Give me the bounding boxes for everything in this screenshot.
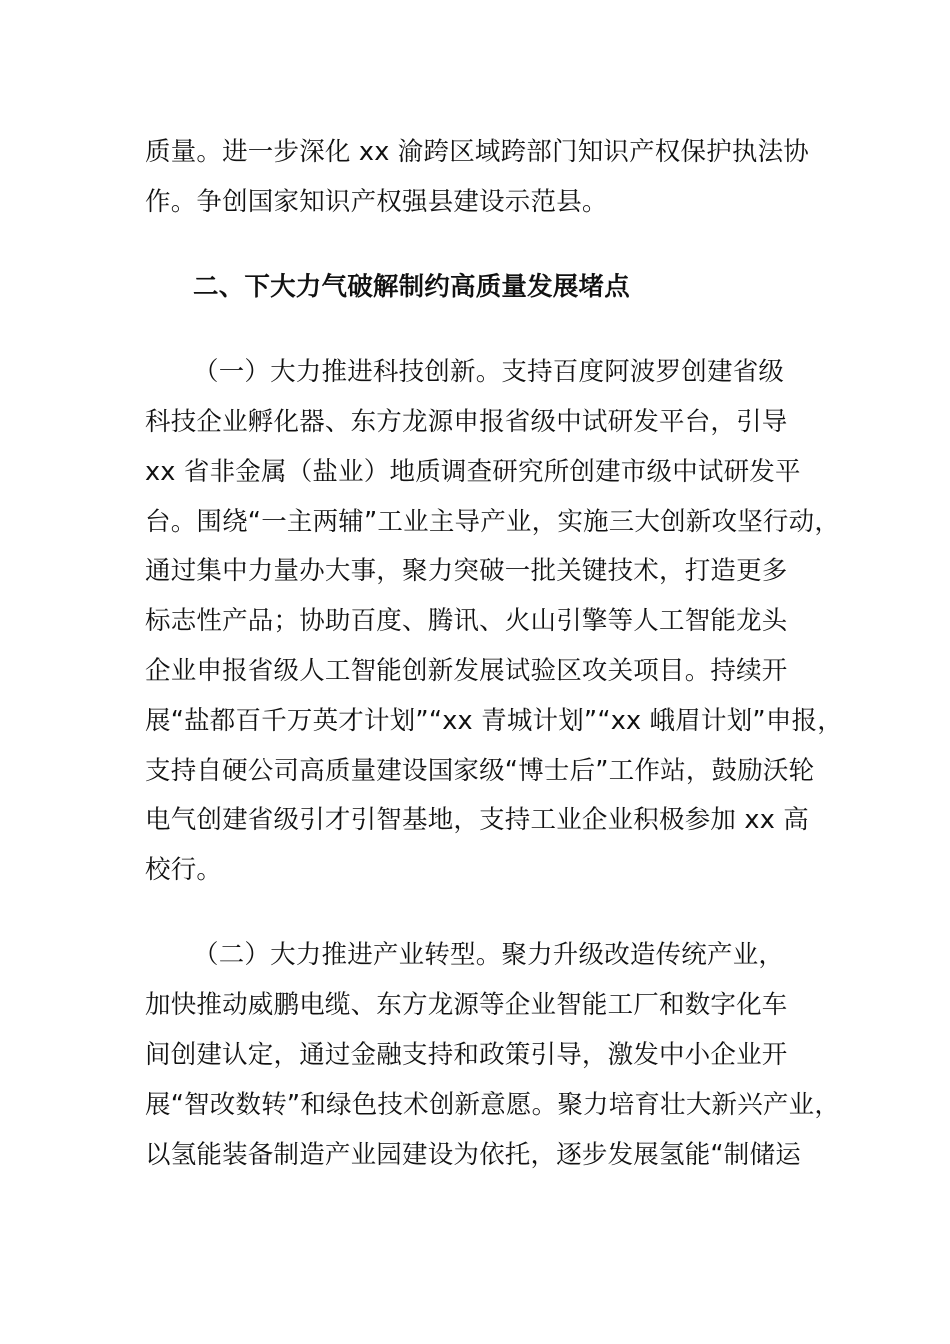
text-line: 台。围绕“一主两辅”工业主导产业，实施三大创新攻坚行动， [145, 507, 841, 537]
text-line: 科技企业孵化器、东方龙源申报省级中试研发平台，引导 [145, 407, 788, 437]
text-line: 支持自硬公司高质量建设国家级“博士后”工作站，鼓励沃轮 [145, 756, 815, 786]
section-heading: 二、下大力气破解制约高质量发展堵点 [193, 272, 630, 302]
text-line: 加快推动威鹏电缆、东方龙源等企业智能工厂和数字化车 [145, 990, 788, 1020]
text-line: 质量。进一步深化 xx 渝跨区域跨部门知识产权保护执法协 [145, 137, 809, 167]
text-line: 通过集中力量办大事，聚力突破一批关键技术，打造更多 [145, 556, 788, 586]
text-line: 企业申报省级人工智能创新发展试验区攻关项目。持续开 [145, 656, 788, 686]
text-line: 校行。 [145, 855, 223, 885]
text-line: 展“盐都百千万英才计划”“xx 青城计划”“xx 峨眉计划”申报， [145, 706, 843, 736]
text-line: 作。争创国家知识产权强县建设示范县。 [145, 187, 608, 217]
text-line: 以氢能装备制造产业园建设为依托，逐步发展氢能“制储运 [145, 1140, 801, 1170]
text-line: （一）大力推进科技创新。支持百度阿波罗创建省级 [193, 357, 785, 387]
text-line: 间创建认定，通过金融支持和政策引导，激发中小企业开 [145, 1040, 788, 1070]
text-line: （二）大力推进产业转型。聚力升级改造传统产业， [193, 940, 785, 970]
text-line: 展“智改数转”和绿色技术创新意愿。聚力培育壮大新兴产业， [145, 1090, 841, 1120]
text-line: 电气创建省级引才引智基地，支持工业企业积极参加 xx 高 [145, 805, 809, 835]
text-line: 标志性产品；协助百度、腾讯、火山引擎等人工智能龙头 [145, 606, 788, 636]
text-line: xx 省非金属（盐业）地质调查研究所创建市级中试研发平 [145, 457, 801, 487]
